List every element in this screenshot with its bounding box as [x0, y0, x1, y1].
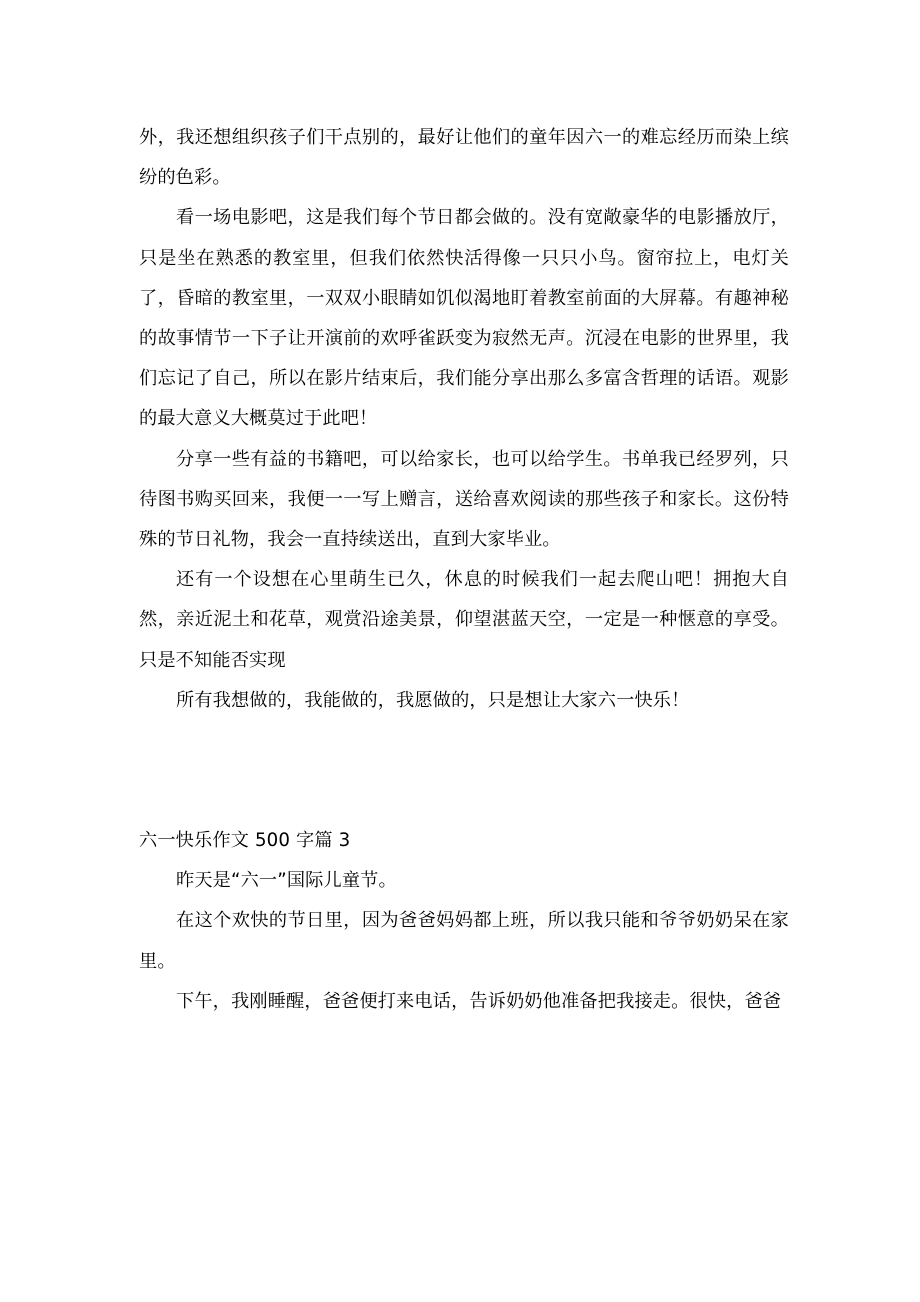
paragraph-phone-call: 下午，我刚睡醒，爸爸便打来电话，告诉奶奶他准备把我接走。很快，爸爸: [176, 990, 782, 1012]
paragraph-movie: 看一场电影吧，这是我们每个节日都会做的。没有宽敞豪华的电影播放厅，只是坐在熟悉的教室里，但我们依然快活得像一只只小鸟。窗帘拉上，电灯关了，昏暗的教室里，一双双小眼睛如饥似渴地盯着教室前面的大屏幕。有趣神秘的故事情节一下子让开演前的欢呼雀跃变为寂然无声。沉浸在电影的世界里，我们忘记了自己，所以在影片结束后，我们能分享出那么多富含哲理的话语。观影的最大意义大概莫过于此吧！: [139, 207, 789, 430]
section-heading: 六一快乐作文 500 字篇 3: [139, 830, 351, 852]
paragraph-hiking: 还有一个设想在心里萌生已久，休息的时候我们一起去爬山吧！拥抱大自然，亲近泥土和花草，观赏沿途美景，仰望湛蓝天空，一定是一种惬意的享受。只是不知能否实现: [139, 569, 789, 671]
paragraph-continuation: 外，我还想组织孩子们干点别的，最好让他们的童年因六一的难忘经历而染上缤纷的色彩。: [139, 127, 789, 189]
paragraph-childrens-day: 昨天是“六一”国际儿童节。: [176, 870, 397, 892]
paragraph-at-home: 在这个欢快的节日里，因为爸爸妈妈都上班，所以我只能和爷爷奶奶呆在家里。: [139, 910, 789, 972]
section-spacer: [139, 721, 789, 821]
document-body: [139, 118, 789, 1022]
paragraph-wish: 所有我想做的，我能做的，我愿做的，只是想让大家六一快乐！: [176, 689, 690, 711]
paragraph-books: 分享一些有益的书籍吧，可以给家长，也可以给学生。书单我已经罗列，只待图书购买回来，我便一一写上赠言，送给喜欢阅读的那些孩子和家长。这份特殊的节日礼物，我会一直持续送出，直到大家毕业。: [139, 448, 789, 551]
